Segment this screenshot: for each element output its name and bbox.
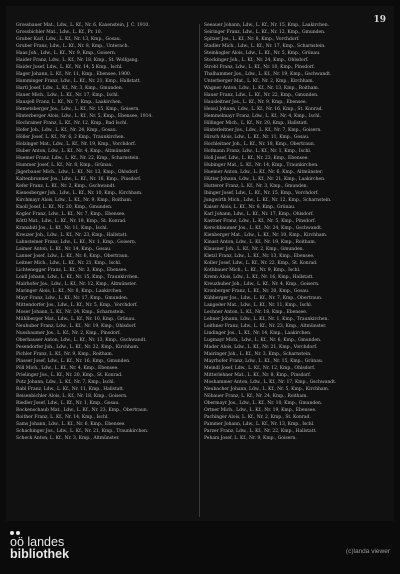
directory-entry: Schachinger Jos., Ldw., L. Kf., Nr. 21, Kmp., Traunkirchen.: [16, 429, 149, 434]
directory-entry: Seiringer Franz, Ldw., L. Kf., Nr. 12, Kmp., Gmunden.: [204, 30, 326, 35]
directory-entry: Holl Josef, Ldw., L. Kf., Nr. 23, Kmp., Ebensee.: [204, 156, 309, 161]
directory-entry: Meindl Josef, Ldw., L. Kf., Nr. 12, Kmp., Ohlsdorf.: [204, 366, 316, 371]
directory-entry: Haas Joh., Ldw., L. Kf., Nr. 9, Kmp., Goisern.: [16, 51, 117, 56]
directory-entry: Holzinger Mat., Ldw., L. Kf., Nr. 19, Kmp., Vorchdorf.: [16, 142, 136, 147]
directory-entry: Kaltenbrunner Jos., Ldw., L. Kf., Nr. 16, Kmp., Pinsdorf.: [16, 177, 142, 182]
viewer-credit: (c)landa viewer: [345, 548, 390, 555]
directory-entry: Krenn Alois, Ldw., L. Kf., Nr. 16, Kmp., Hallstatt.: [204, 275, 314, 280]
directory-entry: Hinterleitner Jos., Ldw., L. Kf., Nr. 7, Kmp., Goisern.: [204, 128, 322, 133]
directory-entry: Stockinger Joh., L. Kf., Nr. 24, Kmp., Ohlsdorf.: [204, 58, 309, 63]
directory-entry: Lugmayr Mich., Ldw., L. Kf., Nr. 6, Kmp., Gmunden.: [204, 338, 322, 343]
directory-entry: Prielinger Jos., L. Kf., Nr. 20, Kmp., St. Konrad.: [16, 373, 123, 378]
directory-entry: Huemer Franz, Ldw., L. Kf., Nr. 22, Kmp., Scharnstein.: [16, 156, 140, 161]
directory-entry: Hartl Josef, Ldw., L. Kf., Nr. 3, Kmp., Gmunden.: [16, 86, 124, 91]
directory-entry: Grossbauer Mat., Ldw., L. Kf., Nr. 6, Kaxenstein, J. C. 1910.: [16, 23, 150, 28]
directory-entry: Kaiser Alois, L. Kf., Nr. 8, Kmp., Grünau.: [204, 205, 296, 210]
directory-entry: Lechner Anton, L. Kf., Nr. 18, Kmp., Ebensee.: [204, 310, 308, 315]
directory-entry: Heissl Johann, Ldw., L. Kf., Nr. 16, Kmp., St. Konrad.: [204, 107, 323, 112]
directory-entry: Lehner Johann, Ldw., L. Kf., Nr. 1, Kmp., Traunkirchen.: [204, 317, 329, 322]
directory-entry: Mittendorfer Jos., Ldw., L. Kf., Nr. 5, Kmp., Vorchdorf.: [16, 303, 138, 308]
directory-entry: Pammer Johann, Ldw., L. Kf., Nr. 13, Kmp., Ischl.: [204, 422, 315, 427]
directory-entry: Moshammer Anton, Ldw., L. Kf., Nr. 17, Kmp., Gschwandt.: [204, 380, 337, 385]
directory-entry: Hamminger Franz, Ldw., L. Kf., Nr. 21, Kmp., Hallstatt.: [16, 79, 141, 84]
directory-entry: Jungwirth Mich., Ldw., L. Kf., Nr. 12, Kmp., Scharnstein.: [204, 198, 332, 203]
directory-entry: Hauer Mich., Ldw., L. Kf., Nr. 17, Kmp., Ischl.: [16, 93, 119, 98]
directory-entry: Rockenschaub Mat., Ldw., L. Kf., Nr. 23, Kmp., Obertraun.: [16, 408, 149, 413]
directory-entry: Grossbichler Mat., Ldw., L. Kf., Pr. 10.: [16, 30, 102, 35]
directory-entry: Maringer Alois, L. Kf., Nr. 8, Kmp., Laakirchen.: [16, 289, 123, 294]
directory-entry: Wagner Anton, Ldw., L. Kf., Nr. 13, Kmp., Roitham.: [204, 86, 320, 91]
logo-line-2: bibliothek: [10, 547, 70, 561]
directory-entry: Kothbauer Mich., L. Kf., Nr. 9, Kmp., Ischl.: [204, 268, 301, 273]
directory-entry: Loidl Johann, Ldw., L. Kf., Nr. 15, Kmp., Traunkirchen.: [16, 275, 139, 280]
directory-entry: Hillinger Mich., L. Kf., Nr. 20, Kmp., Hallstatt.: [204, 121, 309, 126]
directory-entry: Huber Anton, Ldw., L. Kf., Nr. 4, Kmp., Altmünster.: [16, 149, 131, 154]
directory-entry: Hofmann Franz, Ldw., L. Kf., Nr. 1, Kmp., Ischl.: [204, 149, 312, 154]
directory-entry: Leitner Mich., Ldw., L. Kf., Nr. 21, Kmp., Ischl.: [16, 261, 122, 266]
directory-entry: Neuhuber Franz, Ldw., L. Kf., Nr. 19, Kmp., Ohlsdorf.: [16, 324, 137, 329]
directory-entry: Hütter Johann, Ldw., L. Kf., Nr. 21, Kmp., Laakirchen.: [204, 177, 326, 182]
directory-entry: Thalhammer Jos., Ldw., L. Kf., Nr. 19, Kmp., Gschwandt.: [204, 72, 332, 77]
directory-entry: Köttl Mat., Ldw., L. Kf., Nr. 18, Kmp., St. Konrad.: [16, 219, 127, 224]
directory-entry: Oberhauser Anton, Ldw., L. Kf., Nr. 13, Kmp., Gschwandt.: [16, 338, 147, 343]
logo-line-1: oö landes: [10, 535, 65, 549]
page-number: 19: [373, 15, 386, 25]
directory-entry: Leithner Franz, Ldw., L. Kf., Nr. 23, Kmp., Altmünster.: [204, 324, 327, 329]
directory-entry: Ibinger Josef, Ldw., L. Kf., Nr. 15, Kmp., Vorchdorf.: [204, 191, 319, 196]
directory-entry: Kletzl Franz, Ldw., L. Kf., Nr. 13, Kmp., Ebensee.: [204, 254, 315, 259]
directory-entry: Kreuzhuber Joh., Ldw., L. Kf., Nr. 4, Kmp., Goisern.: [204, 282, 320, 287]
directory-entry: Hager Johann, L. Kf., Nr. 11, Kmp., Ebensee, 1900.: [16, 72, 132, 77]
directory-entry: Huemer Anton, Ldw., L. Kf., Nr. 6, Kmp., Altmünster.: [204, 170, 323, 175]
directory-entry: Sams Johann, Ldw., L. Kf., Nr. 6, Kmp., Ebensee.: [16, 422, 126, 427]
directory-entry: Hochleitner Joh., L. Kf., Nr. 18, Kmp., Obertraun.: [204, 142, 316, 147]
directory-entry: Kinast Anton, Ldw., L. Kf., Nr. 19, Kmp., Roitham.: [204, 240, 316, 245]
left-column: [16, 22, 202, 442]
directory-entry: Langeder Mat., Ldw., L. Kf., Nr. 11, Kmp., Ischl.: [204, 303, 313, 308]
directory-entry: Hubinger Mat., L. Kf., Nr. 14, Kmp., Traunkirchen.: [204, 163, 319, 168]
directory-entry: Mayr Franz, Ldw., L. Kf., Nr. 17, Kmp., Gmunden.: [16, 296, 129, 301]
directory-entry: Kreuzer Joh., Ldw., L. Kf., Nr. 23, Kmp., Hallstatt.: [16, 233, 128, 238]
directory-entry: Karl Johann, Ldw., L. Kf., Nr. 17, Kmp., Ohlsdorf.: [204, 212, 314, 217]
directory-entry: Kirchmayr Alois, Ldw., L. Kf., Nr. 9, Kmp., Roitham.: [16, 198, 133, 203]
directory-entry: Hofer Joh., Ldw., L. Kf., Nr. 24, Kmp., Gosau.: [16, 128, 117, 133]
directory-entry: Kerschbaumer Jos., L. Kf., Nr. 24, Kmp., Gschwandt.: [204, 226, 323, 231]
directory-entry: Kranabitl Jos., L. Kf., Nr. 11, Kmp., Ischl.: [16, 226, 108, 231]
directory-entry: Klausner Joh., L. Kf., Nr. 2, Kmp., Gmunden.: [204, 247, 304, 252]
directory-entry: Hemetsberger Jos., Ldw., L. Kf., Nr. 15, Kmp., Goisern.: [16, 107, 140, 112]
directory-entry: Stadler Mich., Ldw., L. Kf., Nr. 17, Kmp., Scharnstein.: [204, 44, 326, 49]
scanned-page: [6, 6, 394, 521]
directory-entry: Kühberger Jos., Ldw., L. Kf., Nr. 7, Kmp., Obertraun.: [204, 296, 323, 301]
directory-entry: Nöbauer Franz, L. Kf., Nr. 24, Kmp., Roitham.: [204, 394, 308, 399]
directory-entry: Riedler Josef, Ldw., L. Kf., Nr. 1, Kmp., Gosau.: [16, 401, 120, 406]
directory-entry: Peham Josef, L. Kf., Nr. 9, Kmp., Goisern.: [204, 436, 297, 441]
directory-entry: Rabl Franz, Ldw., L. Kf., Nr. 11, Kmp., Hallstatt.: [16, 387, 125, 392]
directory-entry: Pöll Mich., Ldw., L. Kf., Nr. 4, Kmp., Ebensee.: [16, 366, 119, 371]
directory-entry: Strobl Franz, Ldw., L. Kf., Nr. 10, Kmp., Pinsdorf.: [204, 65, 315, 70]
directory-entry: Hauer Franz, Ldw., L. Kf., Nr. 22, Kmp., Gmunden.: [204, 93, 319, 98]
directory-entry: Mühlberger Mat., Ldw., L. Kf., Nr. 10, Kmp., Grünau.: [16, 317, 136, 322]
directory-entry: Mairinger Joh., L. Kf., Nr. 3, Kmp., Scharnstein.: [204, 352, 312, 357]
directory-entry: Scheck Anton, L. Kf., Nr. 3, Kmp., Altmünster.: [16, 436, 120, 441]
directory-entry: Lanner Josef, Ldw., L. Kf., Nr. 6, Kmp., Obertraun.: [16, 254, 129, 259]
directory-entry: Mayrhofer Franz, Ldw., L. Kf., Nr. 15, Kmp., Grünau.: [204, 359, 324, 364]
directory-entry: Nussbaumer Jos., L. Kf., Nr. 2, Kmp., Pinsdorf.: [16, 331, 121, 336]
directory-entry: Haider Franz, Ldw., L. Kf., Nr. 18, Kmp., St. Wolfgang.: [16, 58, 139, 63]
directory-entry: Koller Josef, Ldw., L. Kf., Nr. 22, Kmp., St. Konrad.: [204, 261, 318, 266]
directory-entry: Hausleitner Jos., L. Kf., Nr. 9, Kmp., Ebensee.: [204, 100, 307, 105]
directory-entry: Kienesberger Joh., Ldw., L. Kf., Nr. 10, Kmp., Kirchham.: [16, 191, 143, 196]
directory-entry: Lichtenegger Franz, L. Kf., Nr. 3, Kmp., Ebensee.: [16, 268, 128, 273]
directory-entry: Steinkogler Alois, Ldw., L. Kf., Nr. 5, Kmp., Grünau.: [204, 51, 321, 56]
directory-entry: Kienberger Mat., Ldw., L. Kf., Nr. 10, Kmp., Kirchham.: [204, 233, 328, 238]
directory-entry: Ortner Mich., Ldw., L. Kf., Nr. 19, Kmp., Ebensee.: [204, 408, 317, 413]
directory-entry: Pachinger Alois, L. Kf., Nr. 2, Kmp., St. Konrad.: [204, 415, 311, 420]
directory-entry: Roither Franz, L. Kf., Nr. 14, Kmp., Ischl.: [16, 415, 109, 420]
directory-entry: Hausjell Franz, L. Kf., Nr. 7, Kmp., Laakirchen.: [16, 100, 123, 105]
directory-entry: Laimer Anton, L. Kf., Nr. 14, Kmp., Gosau.: [16, 247, 112, 252]
directory-entry: Kefer Franz, L. Kf., Nr. 2, Kmp., Gschwandt.: [16, 184, 116, 189]
directory-entry: Hirsch Alois, Ldw., L. Kf., Nr. 11, Kmp., Gosau.: [204, 135, 310, 140]
directory-entry: Plasser Josef, Ldw., L. Kf., Nr. 16, Kmp., Gmunden.: [16, 359, 131, 364]
directory-entry: Gruber Karl, Ldw., L. Kf., Nr. 13, Kmp., Gosau.: [16, 37, 121, 42]
directory-entry: Höller Josef, L. Kf., Nr. 6, 2 Kmp., Traunkirchen.: [16, 135, 125, 140]
directory-entry: Spitzer Jos., L. Kf., Nr. 8, Kmp., Vorchdorf.: [204, 37, 300, 42]
directory-entry: Mader Alois, Ldw., L. Kf., Nr. 21, Kmp., Vorchdorf.: [204, 345, 318, 350]
directory-entry: Reisenbichler Alois, L. Kf., Nr. 18, Kmp., Goisern.: [16, 394, 128, 399]
directory-entry: Hinterberger Alois, Ldw., L. Kf., Nr. 5, Kmp., Ebensee, 1914.: [16, 114, 153, 119]
viewer-footer: [0, 521, 400, 574]
directory-entry: Hemmelmayr Franz, Ldw., L. Kf., Nr. 4, Kmp., Ischl.: [204, 114, 321, 119]
directory-entry: Pichler Franz, L. Kf., Nr. 9, Kmp., Roitham.: [16, 352, 114, 357]
directory-entry: Unterberger Mat., L. Kf., Nr. 2, Kmp., Kirchham.: [204, 79, 314, 84]
directory-entry: Neubacher Johann, Ldw., L. Kf., Nr. 5, Kmp., Kirchham.: [204, 387, 330, 392]
directory-entry: Obermayr Jos., Ldw., L. Kf., Nr. 10, Kmp., Gmunden.: [204, 401, 323, 406]
directory-entry: Mitterlehner Mat., L. Kf., Nr. 8, Kmp., Pinsdorf.: [204, 373, 312, 378]
directory-entry: Lahnsteiner Franz, Ldw., L. Kf., Nr. 1, Kmp., Goisern.: [16, 240, 137, 245]
directory-entry: Jägerbauer Mich., Ldw., L. Kf., Nr. 13, Kmp., Ohlsdorf.: [16, 170, 139, 175]
directory-entry: Hochrainer Franz, L. Kf., Nr. 12, Kmp., Bad Ischl.: [16, 121, 128, 126]
directory-entry: Pesendorfer Joh., Ldw., L. Kf., Nr. 22, Kmp., Kirchham.: [16, 345, 140, 350]
directory-entry: Lindinger Jos., L. Kf., Nr. 14, Kmp., Laakirchen.: [204, 331, 312, 336]
right-column: [204, 22, 390, 442]
directory-entry: Kronberger Franz, L. Kf., Nr. 20, Kmp., Gosau.: [204, 289, 310, 294]
directory-entry: Knoll Josef, L. Kf., Nr. 20, Kmp., Gmunden.: [16, 205, 113, 210]
directory-entry: Putz Johann, Ldw., L. Kf., Nr. 7, Kmp., Ischl.: [16, 380, 115, 385]
directory-entry: Kogler Franz, Ldw., L. Kf., Nr. 7, Kmp., Ebensee.: [16, 212, 126, 217]
directory-entry: Gruber Franz, Ldw., L. Kf., Nr. 8, Kmp., Unterach.: [16, 44, 129, 49]
directory-entry: Parzer Franz, Ldw., L. Kf., Nr. 22, Kmp., Hallstatt.: [204, 429, 317, 434]
directory-entry: Kastner Franz, Ldw., L. Kf., Nr. 5, Kmp., Pinsdorf.: [204, 219, 316, 224]
directory-entry: Moser Johann, L. Kf., Nr. 24, Kmp., Scharnstein.: [16, 310, 126, 315]
directory-entry: Mairhofer Jos., Ldw., L. Kf., Nr. 12, Kmp., Altmünster.: [16, 282, 137, 287]
directory-entry: Seeauer Johann, Ldw., L. Kf., Nr. 15, Kmp., Laakirchen.: [204, 23, 329, 28]
directory-entry: Haider Josef, Ldw., L. Kf., Nr. 14, 5 Kmp., Ischl.: [16, 65, 123, 70]
directory-entry: Hummer Josef, L. Kf., Nr. 8, Kmp., Grünau.: [16, 163, 113, 168]
directory-entry: Hutterer Franz, L. Kf., Nr. 3, Kmp., Gmunden.: [204, 184, 308, 189]
column-divider: [199, 24, 200, 517]
library-logo[interactable]: [10, 536, 69, 560]
